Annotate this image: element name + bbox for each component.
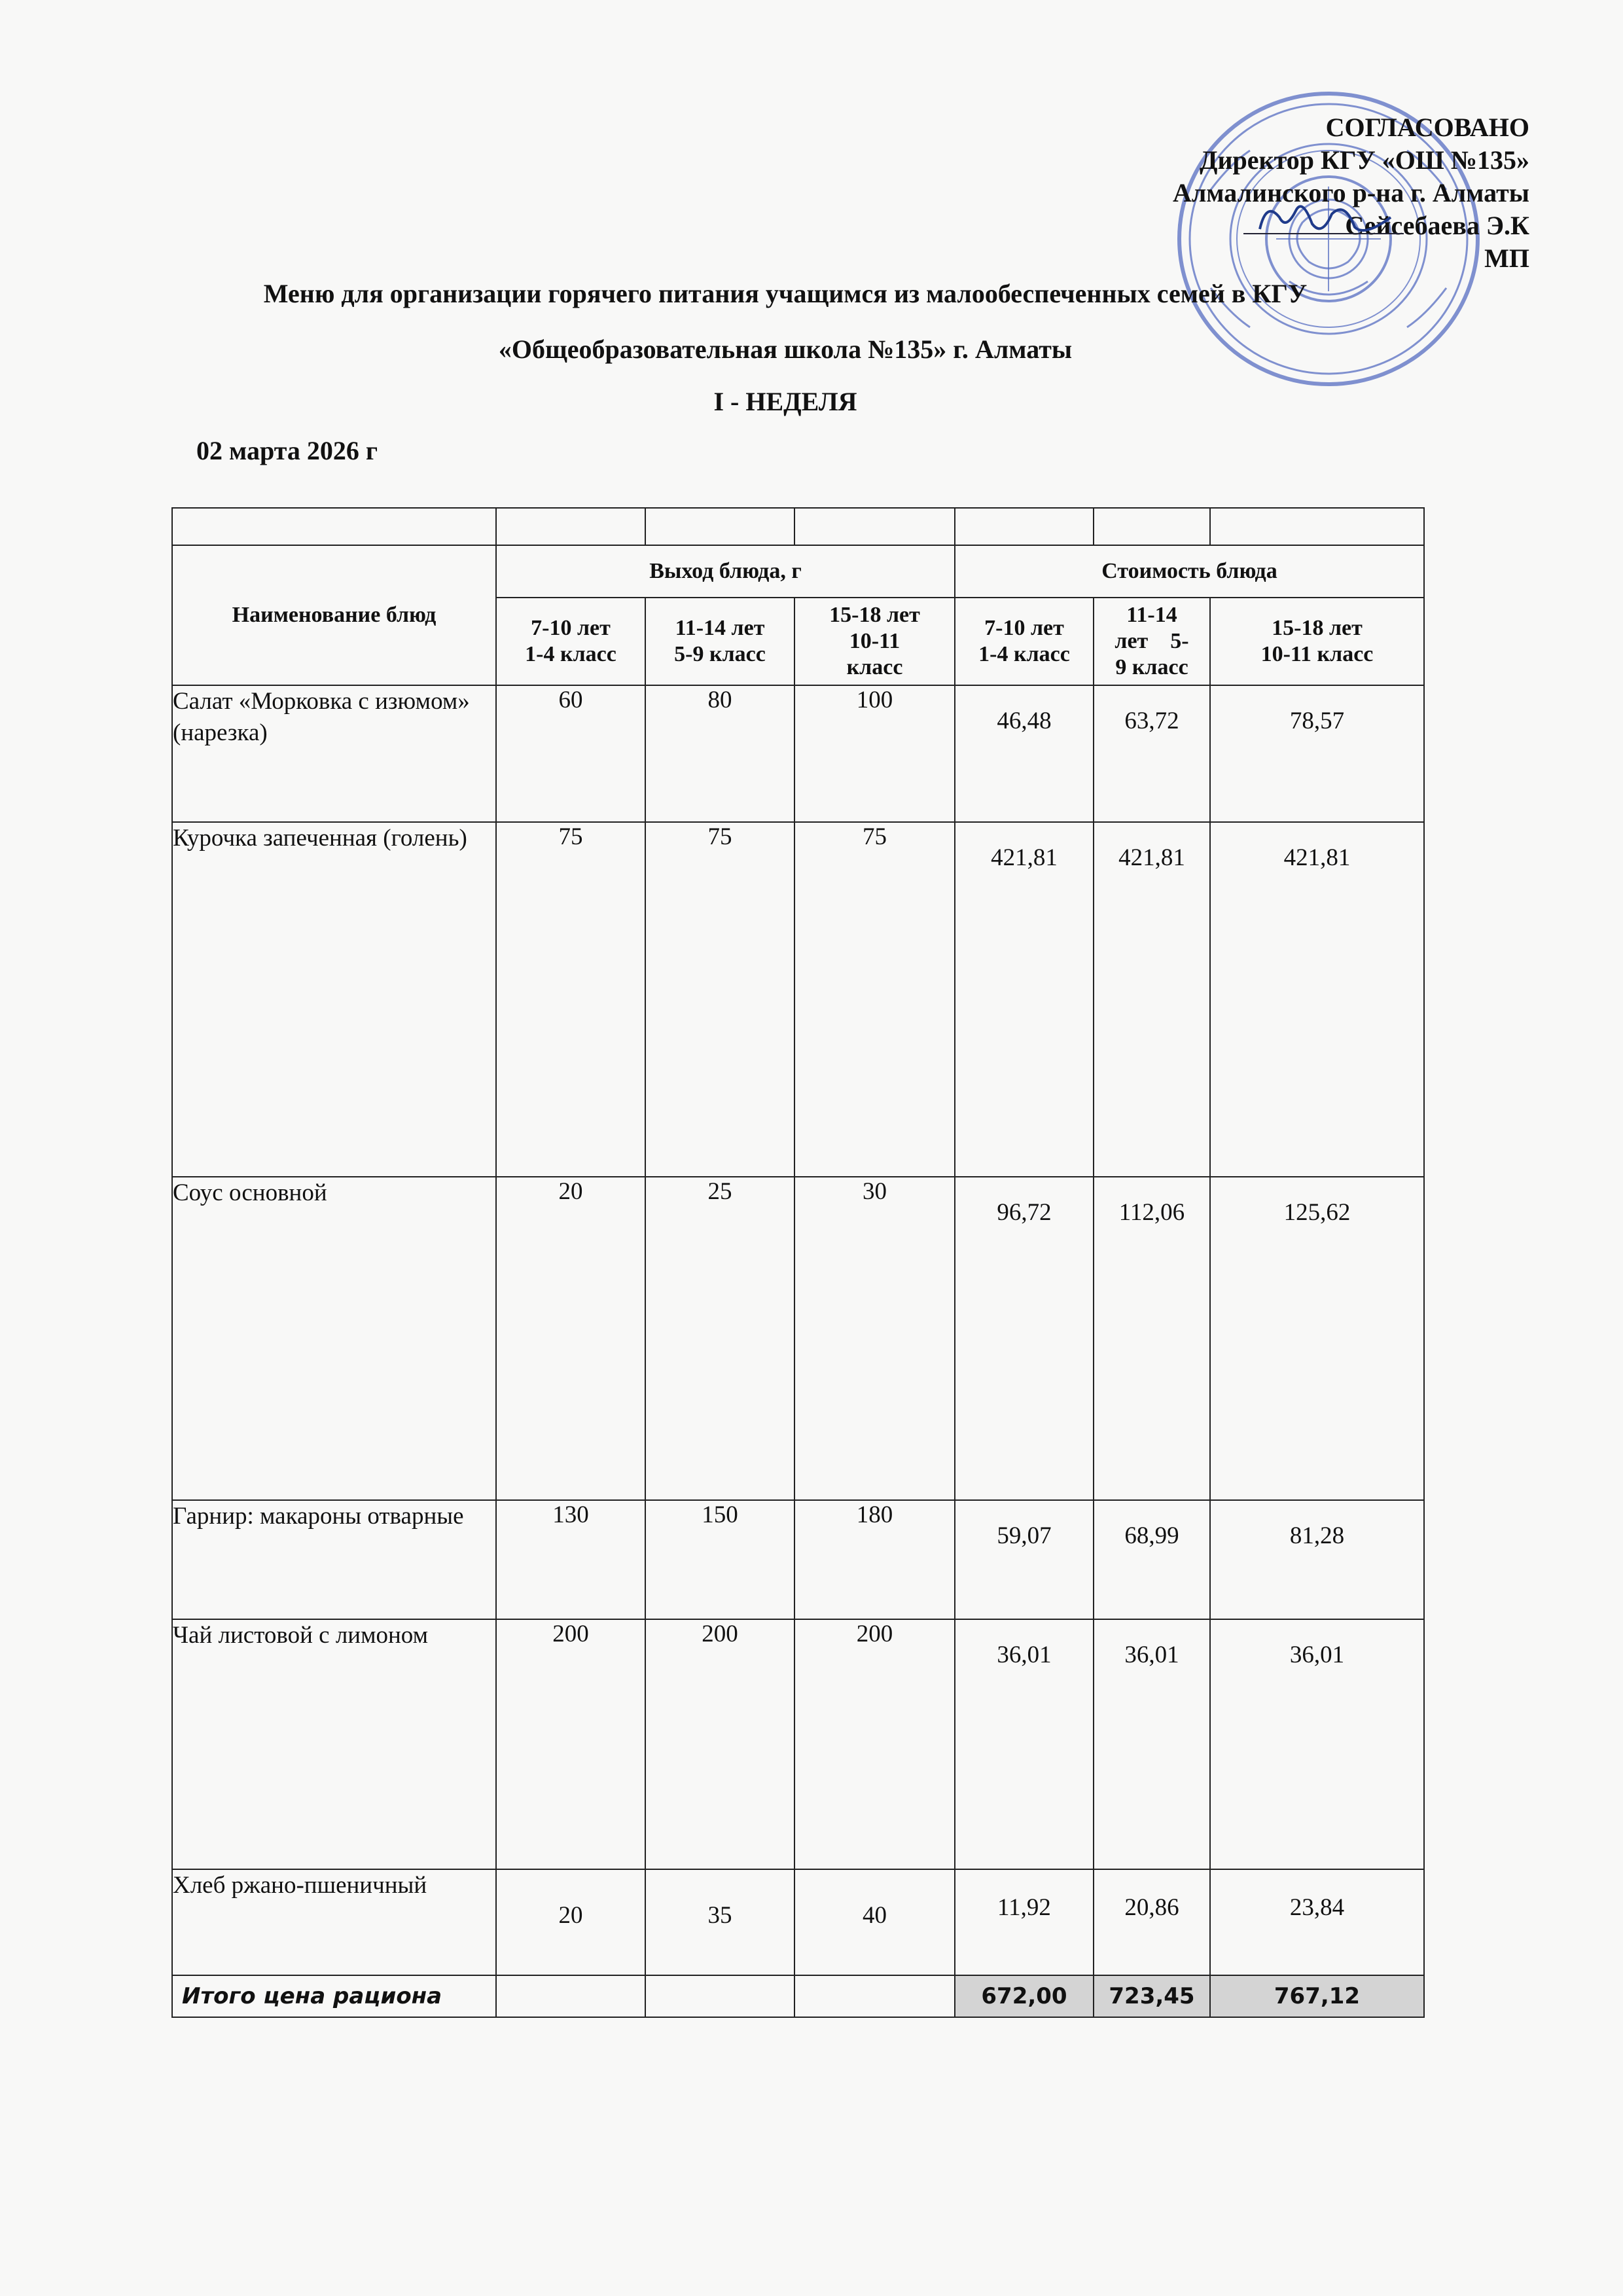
cost-value: 46,48 — [955, 685, 1094, 822]
yield-value: 20 — [496, 1177, 645, 1500]
column-group-yield: Выход блюда, г — [496, 545, 955, 598]
column-header-yield-age: 7-10 лет 1-4 класс — [496, 598, 645, 685]
dish-name: Соус основной — [172, 1177, 496, 1500]
cost-value: 78,57 — [1210, 685, 1424, 822]
cost-value: 20,86 — [1094, 1869, 1210, 1975]
yield-value: 80 — [645, 685, 794, 822]
column-header-cost-age: 15-18 лет 10-11 класс — [1210, 598, 1424, 685]
column-header-cost-age: 7-10 лет 1-4 класс — [955, 598, 1094, 685]
total-cost-value: 767,12 — [1210, 1975, 1424, 2017]
handwritten-signature — [1240, 198, 1410, 251]
dish-name: Хлеб ржано-пшеничный — [172, 1869, 496, 1975]
table-row — [172, 685, 1424, 822]
approval-block — [1173, 111, 1529, 275]
yield-value: 75 — [645, 822, 794, 1177]
menu-date: 02 марта 2026 г — [196, 436, 378, 465]
table-header-empty-row — [172, 508, 1424, 545]
yield-value: 40 — [794, 1869, 955, 1975]
dish-name: Курочка запеченная (голень) — [172, 822, 496, 1177]
yield-value: 25 — [645, 1177, 794, 1500]
cost-value: 36,01 — [1210, 1619, 1424, 1869]
column-header-yield-age: 15-18 лет 10-11 класс — [794, 598, 955, 685]
table-row — [172, 1500, 1424, 1619]
director-name: Сейсебаева Э.К — [1345, 211, 1529, 240]
cost-value: 81,28 — [1210, 1500, 1424, 1619]
yield-value: 35 — [645, 1869, 794, 1975]
yield-value: 130 — [496, 1500, 645, 1619]
table-row — [172, 1619, 1424, 1869]
column-header-dish-name: Наименование блюд — [172, 545, 496, 685]
menu-table — [171, 507, 1425, 2018]
cost-value: 421,81 — [1210, 822, 1424, 1177]
yield-value: 100 — [794, 685, 955, 822]
yield-value: 150 — [645, 1500, 794, 1619]
approval-heading: СОГЛАСОВАНО — [1325, 113, 1529, 142]
total-label: Итого цена рациона — [172, 1975, 496, 2017]
cost-value: 125,62 — [1210, 1177, 1424, 1500]
table-row — [172, 1177, 1424, 1500]
cost-value: 23,84 — [1210, 1869, 1424, 1975]
cost-value: 59,07 — [955, 1500, 1094, 1619]
total-row — [172, 1975, 1424, 2017]
total-cost-value: 672,00 — [955, 1975, 1094, 2017]
yield-value: 20 — [496, 1869, 645, 1975]
dish-name: Чай листовой с лимоном — [172, 1619, 496, 1869]
cost-value: 421,81 — [1094, 822, 1210, 1177]
column-group-cost: Стоимость блюда — [955, 545, 1424, 598]
yield-value: 60 — [496, 685, 645, 822]
cost-value: 112,06 — [1094, 1177, 1210, 1500]
table-header-row — [172, 545, 1424, 598]
cost-value: 68,99 — [1094, 1500, 1210, 1619]
cost-value: 63,72 — [1094, 685, 1210, 822]
approval-district-line: Алмалинского р-на г. Алматы — [1172, 178, 1529, 207]
cost-value: 36,01 — [1094, 1619, 1210, 1869]
cost-value: 11,92 — [955, 1869, 1094, 1975]
yield-value: 200 — [794, 1619, 955, 1869]
column-header-yield-age: 11-14 лет 5-9 класс — [645, 598, 794, 685]
yield-value: 30 — [794, 1177, 955, 1500]
document-title-line1: Меню для организации горячего питания учащимся из малообеспеченных семей в КГУ — [263, 279, 1308, 308]
cost-value: 96,72 — [955, 1177, 1094, 1500]
column-header-cost-age: 11-14 лет 5- 9 класс — [1094, 598, 1210, 685]
table-row — [172, 1869, 1424, 1975]
table-row — [172, 822, 1424, 1177]
yield-value: 200 — [645, 1619, 794, 1869]
dish-name: Салат «Морковка с изюмом» (нарезка) — [172, 685, 496, 822]
week-label: I - НЕДЕЛЯ — [713, 387, 857, 416]
document-title-line2: «Общеобразовательная школа №135» г. Алматы — [498, 334, 1073, 364]
cost-value: 421,81 — [955, 822, 1094, 1177]
approval-signature-line — [1345, 209, 1529, 242]
yield-value: 180 — [794, 1500, 955, 1619]
yield-value: 75 — [794, 822, 955, 1177]
yield-value: 75 — [496, 822, 645, 1177]
total-cost-value: 723,45 — [1094, 1975, 1210, 2017]
yield-value: 200 — [496, 1619, 645, 1869]
approval-director-line: Директор КГУ «ОШ №135» — [1199, 145, 1529, 175]
approval-mp-label: МП — [1484, 243, 1529, 273]
dish-name: Гарнир: макароны отварные — [172, 1500, 496, 1619]
cost-value: 36,01 — [955, 1619, 1094, 1869]
